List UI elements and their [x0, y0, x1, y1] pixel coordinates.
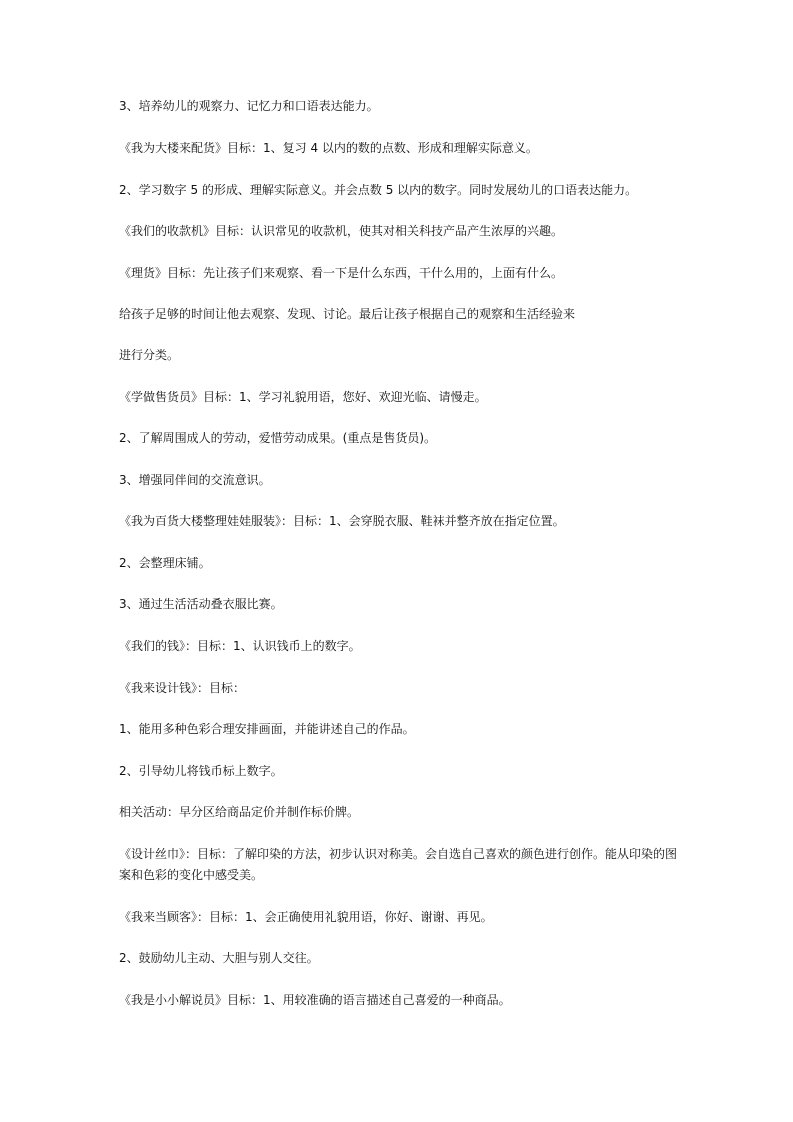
paragraph-9: 2、了解周围成人的劳动，爱惜劳动成果。(重点是售货员)。 [119, 431, 437, 445]
paragraph-14: 《我们的钱》：目标：1、认识钱币上的数字。 [119, 639, 361, 653]
paragraph-2: 《我为大楼来配货》目标：1、复习 4 以内的数的点数、形成和理解实际意义。 [119, 141, 538, 155]
paragraph-6: 给孩子足够的时间让他去观察、发现、讨论。最后让孩子根据自己的观察和生活经验来 [119, 307, 576, 321]
paragraph-16: 1、能用多种色彩合理安排画面，并能讲述自己的作品。 [119, 722, 415, 736]
paragraph-4: 《我们的收款机》目标：认识常见的收款机，使其对相关科技产品产生浓厚的兴趣。 [119, 224, 564, 238]
paragraph-12: 2、会整理床铺。 [119, 556, 211, 570]
paragraph-15: 《我来设计钱》：目标： [119, 681, 246, 695]
paragraph-8: 《学做售货员》目标：1、学习礼貌用语，您好、欢迎光临、请慢走。 [119, 390, 487, 404]
paragraph-5: 《理货》目标：先让孩子们来观察、看一下是什么东西，干什么用的，上面有什么。 [119, 266, 564, 280]
paragraph-3: 2、学习数字 5 的形成、理解实际意义。并会点数 5 以内的数字。同时发展幼儿的口语表达能力。 [119, 183, 638, 197]
paragraph-11: 《我为百货大楼整理娃娃服装》：目标：1、会穿脱衣服、鞋袜并整齐放在指定位置。 [119, 514, 565, 528]
paragraph-13: 3、通过生活活动叠衣服比赛。 [119, 597, 283, 611]
paragraph-22: 《我是小小解说员》目标：1、用较准确的语言描述自己喜爱的一种商品。 [119, 993, 511, 1007]
paragraph-20: 《我来当顾客》：目标：1、会正确使用礼貌用语，你好、谢谢、再见。 [119, 910, 493, 924]
paragraph-10: 3、增强同伴间的交流意识。 [119, 473, 271, 487]
paragraph-19: 《设计丝巾》：目标：了解印染的方法，初步认识对称美。会自选自己喜欢的颜色进行创作。能从印染的图案和色彩的变化中感受美。 [119, 847, 678, 882]
paragraph-7: 进行分类。 [119, 348, 180, 362]
paragraph-18: 相关活动：早分区给商品定价并制作标价牌。 [119, 805, 360, 819]
paragraph-17: 2、引导幼儿将钱币标上数字。 [119, 764, 283, 778]
paragraph-21: 2、鼓励幼儿主动、大胆与别人交往。 [119, 951, 319, 965]
paragraph-1: 3、培养幼儿的观察力、记忆力和口语表达能力。 [119, 99, 379, 113]
